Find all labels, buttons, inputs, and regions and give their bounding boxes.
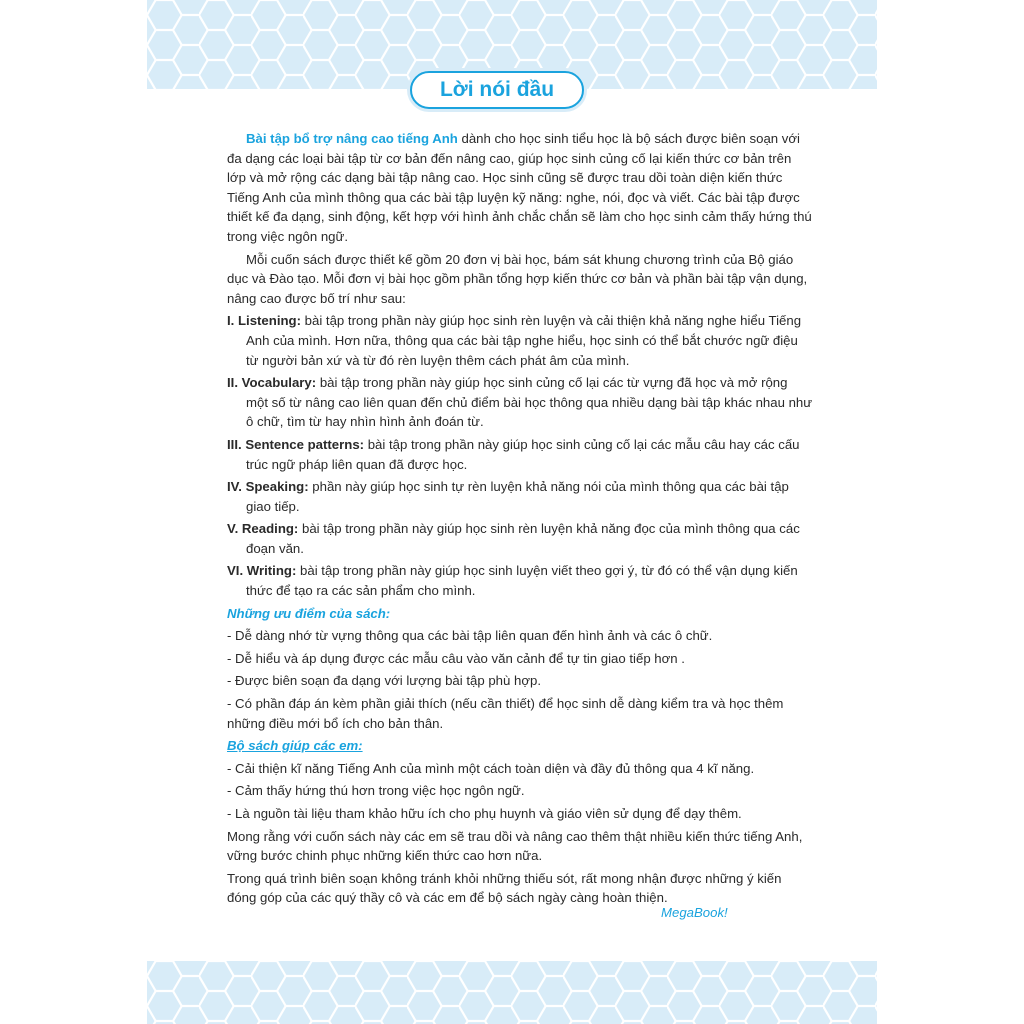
advantage-item: - Dễ hiểu và áp dụng được các mẫu câu vào văn cảnh để tự tin giao tiếp hơn .: [227, 650, 685, 666]
benefit-item: - Là nguồn tài liệu tham khảo hữu ích cho phụ huynh và giáo viên sử dụng để dạy thêm.: [227, 806, 742, 821]
page-title: Lời nói đầu: [410, 71, 584, 109]
advantage-item: - Có phần đáp án kèm phần giải thích (nếu cần thiết) để học sinh dễ dàng kiểm tra và học thêm những điều mới bổ ích cho bản thân.: [227, 696, 784, 731]
signature: MegaBook!: [661, 905, 728, 920]
benefit-item: - Cải thiện kĩ năng Tiếng Anh của mình một cách toàn diện và đầy đủ thông qua 4 kĩ năng.: [227, 760, 755, 776]
section-speaking: IV. Speaking: phần này giúp học sinh tự rèn luyện khả năng nói của mình thông qua các bài tập giao tiếp.: [227, 479, 789, 514]
benefit-item: - Cảm thấy hứng thú hơn trong việc học ngôn ngữ.: [227, 783, 525, 799]
section-sentence-patterns: III. Sentence patterns: bài tập trong phần này giúp học sinh củng cố lại các mẫu câu hay các cấu trúc ngữ pháp liên quan đã được học.: [227, 436, 800, 472]
closing-paragraph: Mong rằng với cuốn sách này các em sẽ trau dồi và nâng cao thêm thật nhiều kiến thức tiếng Anh, vững bước chinh phục những kiến thức cao hơn nữa.: [227, 828, 803, 864]
section-vocabulary: II. Vocabulary: bài tập trong phần này giúp học sinh củng cố lại các từ vựng đã học và mở rộng một số từ nâng cao liên quan đến chủ điểm bài học thông qua nhiều dạng bài tập khác nhau như ô chữ, tìm từ hay nhìn hình ảnh đoán từ.: [227, 375, 813, 430]
preface-body: [227, 129, 813, 911]
section-listening: I. Listening: bài tập trong phần này giúp học sinh rèn luyện và cải thiện khả năng nghe hiểu Tiếng Anh của mình. Hơn nữa, thông qua các bài tập nghe hiểu, học sinh có thể bắt chước ngữ điệu từ người bản xứ và từ đó rèn luyện thêm cách phát âm của mình.: [227, 313, 802, 368]
hexagon-pattern-bottom: [147, 961, 877, 1024]
book-page: [147, 0, 877, 1024]
advantages-heading: Những ưu điểm của sách:: [227, 605, 391, 621]
advantage-item: - Dễ dàng nhớ từ vựng thông qua các bài tập liên quan đến hình ảnh và các ô chữ.: [227, 628, 713, 644]
benefits-heading: Bộ sách giúp các em:: [227, 738, 363, 754]
structure-paragraph: Mỗi cuốn sách được thiết kế gồm 20 đơn vị bài học, bám sát khung chương trình của Bộ giáo dục và Đào tạo. Mỗi đơn vị bài học gồm phần tổng hợp kiến thức cơ bản và phần bài tập vận dụng, nâng cao được bố trí như sau:: [227, 251, 808, 306]
section-writing: VI. Writing: bài tập trong phần này giúp học sinh luyện viết theo gợi ý, từ đó có thể vận dụng kiến thức để tạo ra các sản phẩm cho mình.: [227, 563, 798, 599]
advantage-item: - Được biên soạn đa dạng với lượng bài tập phù hợp.: [227, 673, 541, 689]
section-reading: V. Reading: bài tập trong phần này giúp học sinh rèn luyện khả năng đọc của mình thông qua các đoạn văn.: [227, 521, 800, 556]
intro-paragraph: Bài tập bổ trợ nâng cao tiếng Anh dành cho học sinh tiểu học là bộ sách được biên soạn với đa dạng các loại bài tập từ cơ bản đến nâng cao, giúp học sinh củng cố lại kiến thức cơ bản trên lớp và mở rộng các dạng bài tập nâng cao. Học sinh cũng sẽ được trau dồi toàn diện kiến thức Tiếng Anh của mình thông qua các bài tập luyện kỹ năng: nghe, nói, đọc và viết. Các bài tập được thiết kế đa dạng, sinh động, kết hợp với hình ảnh chắc chắn sẽ làm cho học sinh cảm thấy hứng thú trong việc ngôn ngữ.: [227, 131, 812, 244]
closing-paragraph: Trong quá trình biên soạn không tránh khỏi những thiếu sót, rất mong nhận được những ý kiến đóng góp của các quý thầy cô và các em để bộ sách ngày càng hoàn thiện.: [227, 870, 782, 906]
book-name: Bài tập bổ trợ nâng cao tiếng Anh: [246, 131, 458, 146]
